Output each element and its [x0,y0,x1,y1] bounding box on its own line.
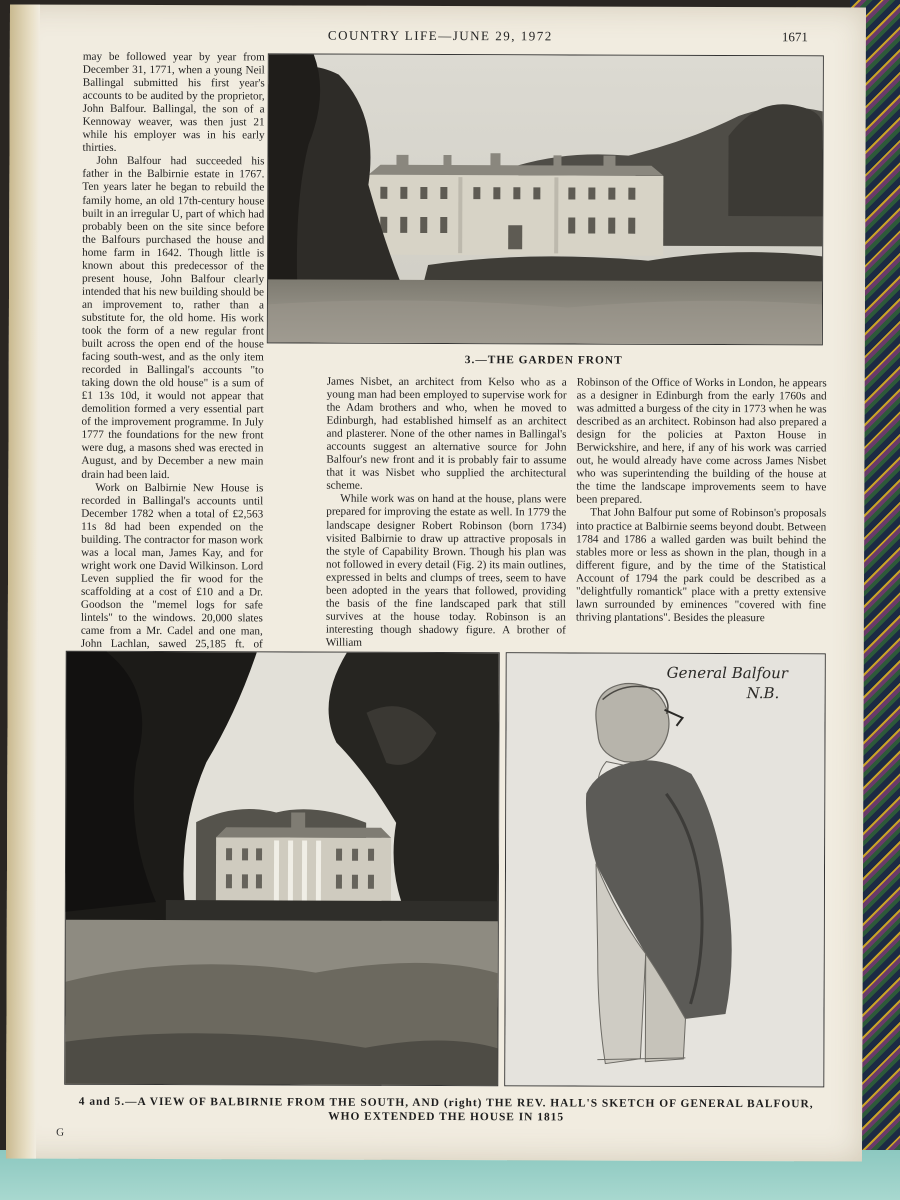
page-number: 1671 [781,29,808,45]
column3-paragraph-1: Robinson of the Office of Works in London, he appears as a designer in Edinburgh from the early 1760s and was admitted a burgess of the city in 1773 when he was described as an architect. Robinson had also prepared a design for the policies at Paxton House in Berwickshire, and here, if any of his work was carried out, he would already have come across James Nisbet who was superintending the building of the house at the time the landscape improvements seem to have been prepared. [576,376,827,507]
sketch-general-balfour [504,652,826,1087]
magazine-page [6,5,866,1162]
column2-paragraph-1: James Nisbet, an architect from Kelso who as a young man had been employed to supervise work for the Adam brothers and who, when he moved to Edinburgh, had established himself as an architect and plasterer. None of the other names in Ballingal's accounts suggest an alternative source for John Balfour's new front and it is probably fair to assume that it was Nisbet who supplied the architectural scheme. [326,375,567,493]
column3-paragraph-2: That John Balfour put some of Robinson's proposals into practice at Balbirnie seems beyond doubt. Between 1784 and 1786 a walled garden was built behind the stables more or less as shown in the plan, though in a different figure, and by the time of the Statistical Account of 1794 the park could be described as a "delightfully romantick" place with a pretty extensive lawn surrounded by eminences "covered with fine thriving plantations". Besides the pleasure [575,507,827,624]
figure-4-5-caption [56,1095,836,1126]
photo-view-from-south [64,651,500,1087]
text-column-1 [80,50,265,651]
running-header [10,27,866,50]
text-column-3 [576,376,827,649]
running-title: COUNTRY LIFE—JUNE 29, 1972 [327,27,553,44]
column1-paragraph-2: John Balfour had succeeded his father in the Balbirnie estate in 1767. Ten years later he began to rebuild the family home, an old 17th-century house built in an irregular U, part of which had probably been on the site since before the Balfours purchased the house and home farm in 1642. Though little is known about this predecessor of the present house, John Balfour clearly intended that his new building should be an improvement to, rather than a substitute for, the old home. His work took the form of a new regular front built across the open end of the house facing south-west, and as the only item recorded in Ballingal's accounts "to taking down the old house" is a sum of £1 13s 10d, it would not appear that demolition formed a very essential part of the improvement programme. In July 1777 the foundations for the new front were dug, a masons shed was erected in August, and by December a new main drain had been laid. [81,155,265,481]
figure-4-5-caption-line-1: 4 and 5.—A VIEW OF BALBIRNIE FROM THE SOUTH, AND (right) THE REV. HALL'S SKETCH OF GENERAL BALFOUR, [78,1095,814,1111]
photo-garden-front [267,53,824,345]
column2-paragraph-2: While work was on hand at the house, plans were prepared for improving the estate as well. In 1779 the landscape designer Robert Robinson (born 1734) visited Balbirnie to draw up attractive proposals in the style of Capability Brown. Though his plan was not followed in every detail (Fig. 2) its main outlines, expressed in belts and clumps of trees, seem to have been adopted in the years that followed, providing the basis of the fine landscaped park that still survives at the house today. Robinson is an interesting though shadowy figure. A brother of William [325,493,567,649]
signature-mark: G [56,1126,65,1139]
page-spine-shadow [6,5,40,1159]
sketch-inscription-name: General Balfour [666,663,788,683]
sketch-inscription-initials: N.B. [746,684,780,703]
column1-paragraph-3: Work on Balbirnie New House is recorded in Ballingal's accounts until December 1782 when a total of £2,563 11s 8d had been expended on the building. The contractor for mason work was a local man, James Kay, and for wright work one David Wilkinson. Lord Leven supplied the fir wood for the scaffolding at a cost of £10 and a Dr. Goodson the "memel logs for safe lintels" to the windows. 20,000 slates came from a Mr. Cadel and one man, John Lachlan, sawed 25,185 ft. of [80,481,264,651]
column1-paragraph-1: may be followed year by year from December 31, 1771, when a young Neil Ballingal submitted his first year's accounts to be audited by the proprietor, John Balfour. Ballingal, the son of a Kennoway weaver, was then just 21 while his employer was in his early thirties. [82,50,265,155]
figure-4-5-caption-line-2: WHO EXTENDED THE HOUSE IN 1815 [328,1110,565,1124]
figure-3-caption: 3.—THE GARDEN FRONT [464,354,623,367]
text-column-2 [326,376,567,649]
